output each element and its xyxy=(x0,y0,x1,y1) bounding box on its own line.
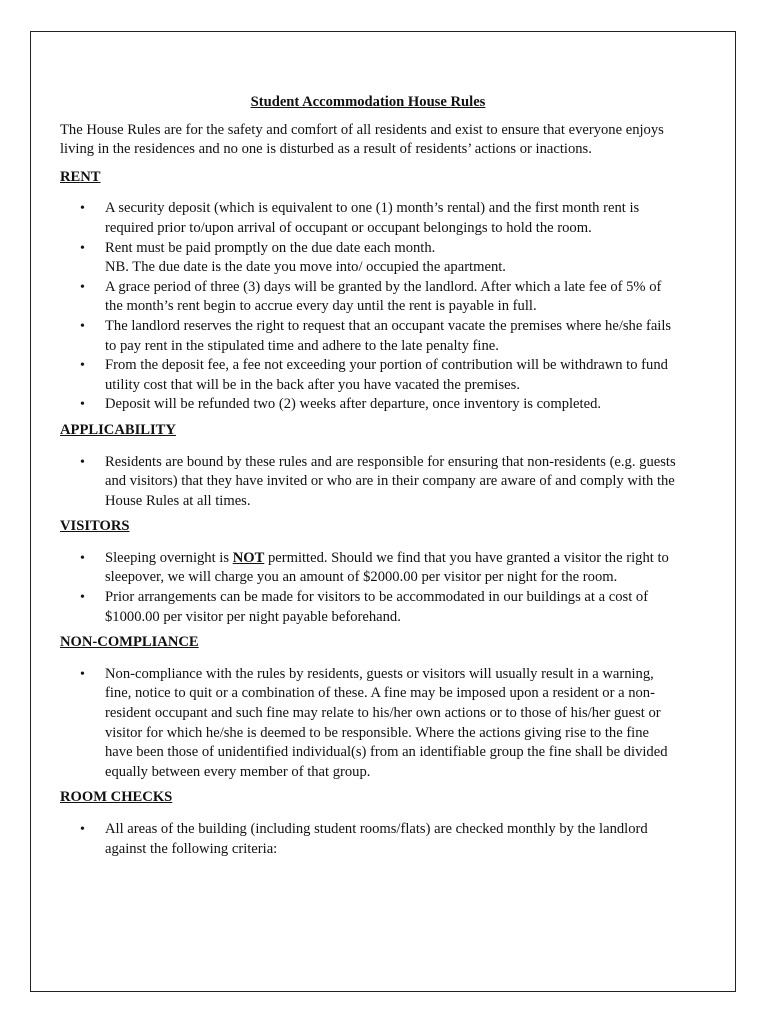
non-compliance-list xyxy=(60,665,676,783)
visitors-list xyxy=(60,549,676,627)
list-item-text: permitted. Should we find that you have granted a visitor the right to sleepover, we will charge you an amount of $2000.00 per visitor per night for the room. xyxy=(105,549,669,586)
document-content xyxy=(60,93,676,865)
nb-note: NB. The due date is the date you move into/ occupied the apartment. xyxy=(105,259,506,276)
list-item xyxy=(60,239,676,278)
applicability-list xyxy=(60,453,676,512)
section-heading-visitors: VISITORS xyxy=(60,518,130,535)
list-item: • A grace period of three (3) days will be granted by the landlord. After which a late fee of 5% of the month’s rent begin to accrue every day until the rent is payable in full. xyxy=(60,278,676,317)
section-heading-room-checks: ROOM CHECKS xyxy=(60,789,173,806)
list-item: • From the deposit fee, a fee not exceeding your portion of contribution will be withdrawn to fund utility cost that will be in the back after you have vacated the premises. xyxy=(60,356,676,395)
section-heading-rent: RENT xyxy=(60,168,101,185)
list-item-text: Rent must be paid promptly on the due date each month. xyxy=(105,239,436,256)
list-item: • Residents are bound by these rules and are responsible for ensuring that non-residents (e.g. guests and visitors) that they have invited or who are in their company are aware of and comply with the House Rules at all times. xyxy=(60,453,676,512)
list-item: • The landlord reserves the right to request that an occupant vacate the premises where he/she fails to pay rent in the stipulated time and adhere to the late penalty fine. xyxy=(60,317,676,356)
list-item: • Non-compliance with the rules by residents, guests or visitors will usually result in a warning, fine, notice to quit or a combination of these. A fine may be imposed upon a resident or a non-resident occupant and such fine may relate to his/her own actions or to those of his/her guest or visitor for which he/she is deemed to be responsible. Where the actions giving rise to the fine have been those of unidentified individual(s) from an identifiable group the fine shall be divided equally between every member of that group. xyxy=(60,665,676,783)
list-item xyxy=(60,549,676,588)
list-item-text: Sleeping overnight is xyxy=(105,549,233,566)
list-item: • Prior arrangements can be made for visitors to be accommodated in our buildings at a cost of $1000.00 per visitor per night payable beforehand. xyxy=(60,588,676,627)
document-title: Student Accommodation House Rules xyxy=(250,94,486,110)
rent-list xyxy=(60,199,676,415)
intro-paragraph: The House Rules are for the safety and comfort of all residents and exist to ensure that everyone enjoys living in the residences and no one is disturbed as a result of residents’ actions or inactions. xyxy=(60,121,664,158)
section-heading-applicability: APPLICABILITY xyxy=(60,421,176,438)
list-item: • Deposit will be refunded two (2) weeks after departure, once inventory is completed. xyxy=(60,395,676,415)
list-item: • A security deposit (which is equivalent to one (1) month’s rental) and the first month rent is required prior to/upon arrival of occupant or occupant belongings to hold the room. xyxy=(60,199,676,238)
room-checks-list xyxy=(60,820,676,859)
section-heading-non-compliance: NON-COMPLIANCE xyxy=(60,634,199,651)
list-item: • All areas of the building (including student rooms/flats) are checked monthly by the landlord against the following criteria: xyxy=(60,820,676,859)
emphasis-not: NOT xyxy=(232,549,265,566)
